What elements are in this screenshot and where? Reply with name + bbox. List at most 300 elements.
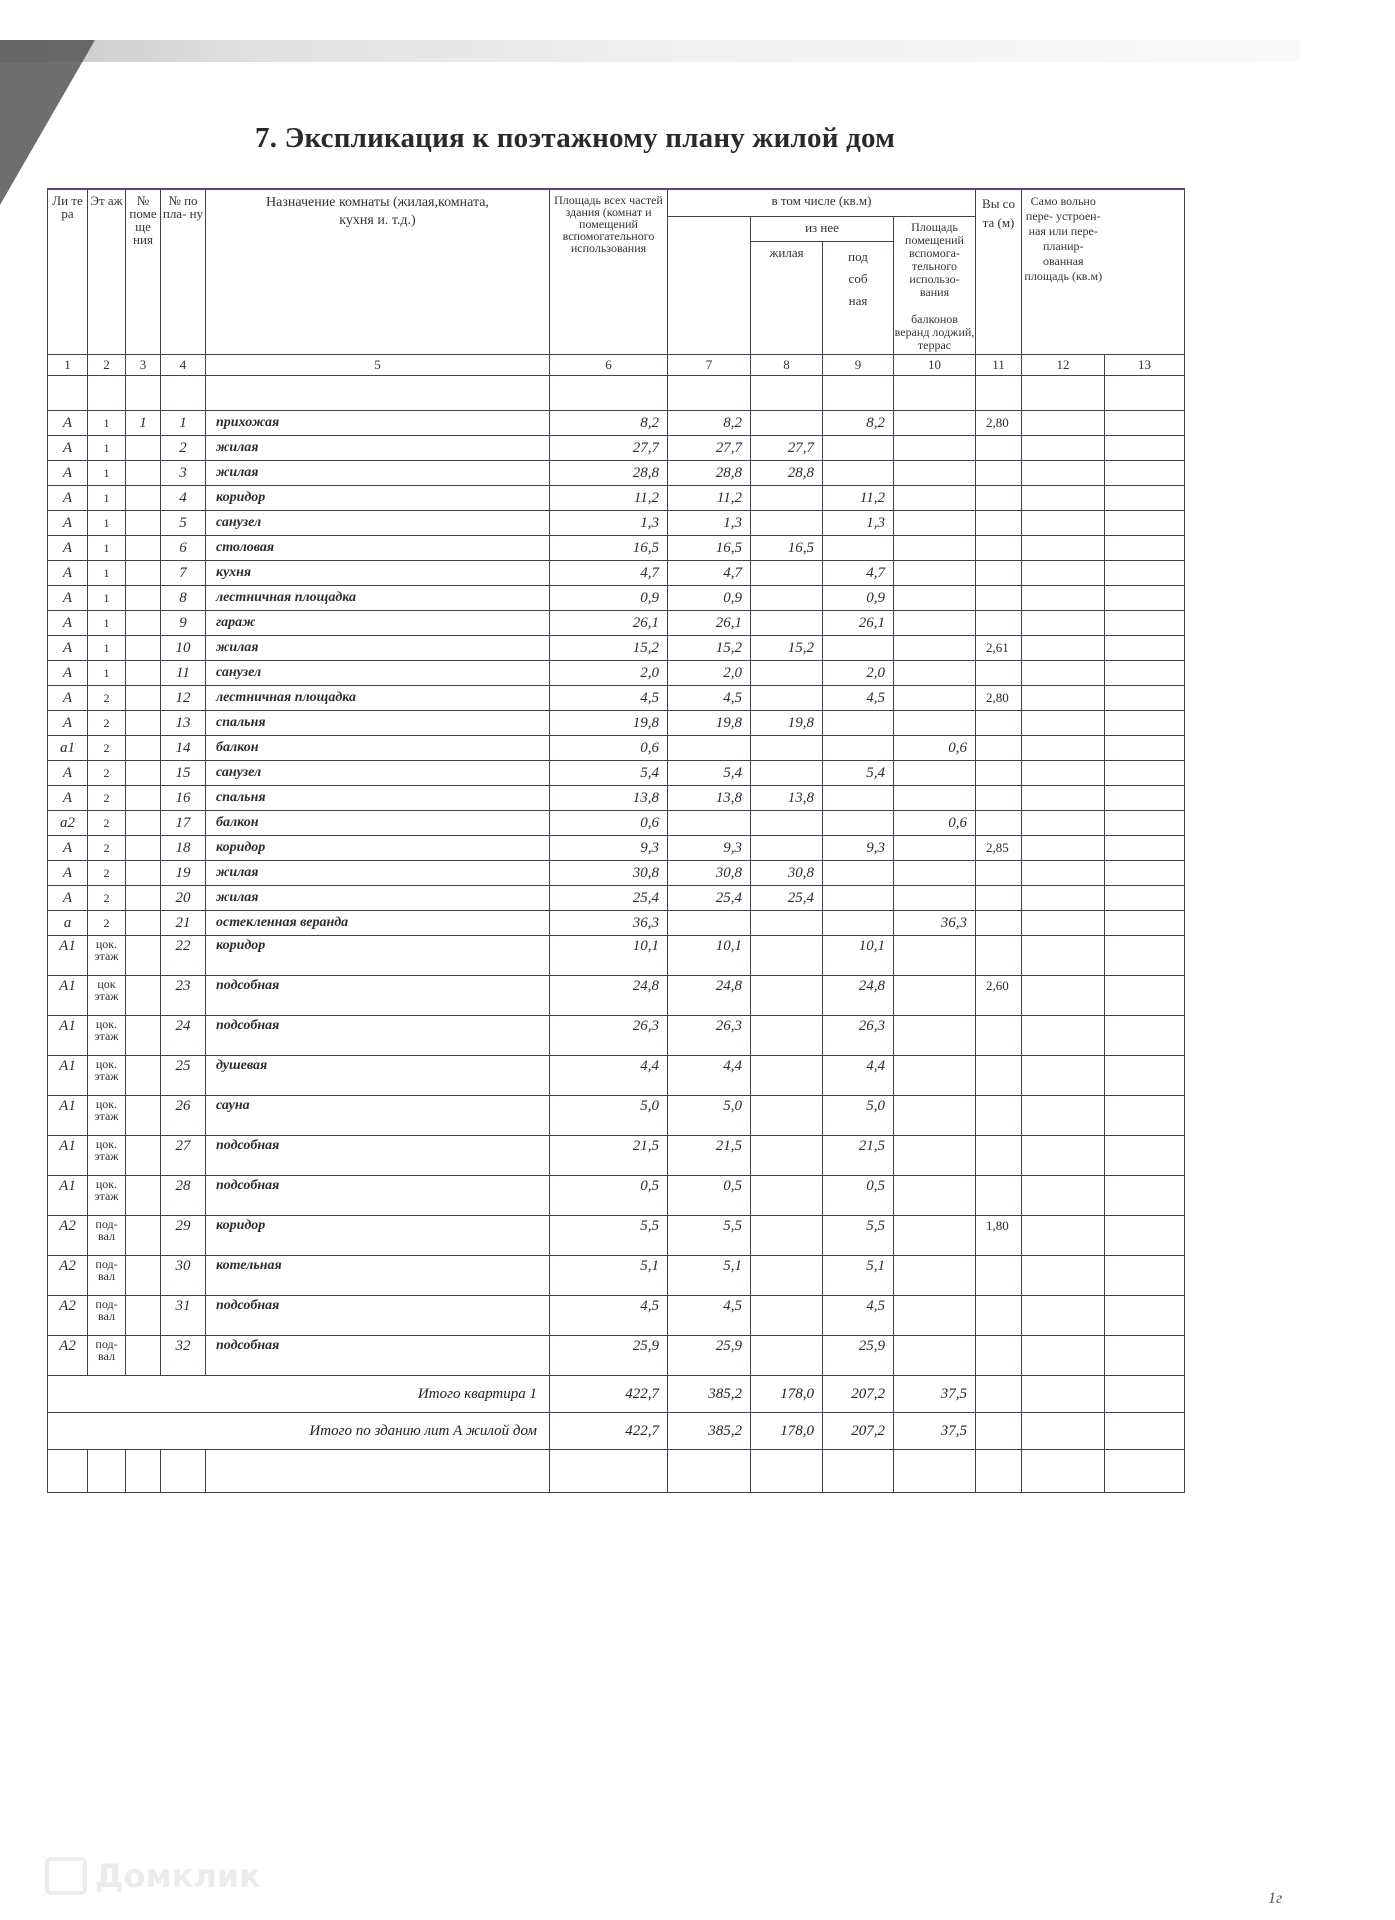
- cell-zhilaya: [751, 1216, 823, 1256]
- header-vysota: Вы со та (м): [976, 189, 1022, 355]
- cell-samovolno: [1022, 436, 1105, 461]
- cell-vspomog: 0,6: [894, 736, 976, 761]
- col-num: 7: [668, 355, 751, 376]
- cell-ploshchad: 4,5: [550, 1296, 668, 1336]
- cell-litera: А1: [48, 1136, 88, 1176]
- cell-ploshchad: 5,4: [550, 761, 668, 786]
- total-row: [48, 1376, 1185, 1413]
- cell-nom-pom: [126, 861, 161, 886]
- table-row: [48, 436, 1185, 461]
- cell-ploshchad: 26,1: [550, 611, 668, 636]
- cell-zhilaya: [751, 661, 823, 686]
- cell-podsobnaya: 4,4: [823, 1056, 894, 1096]
- cell-etazh: 1: [88, 486, 126, 511]
- cell-podsobnaya: 9,3: [823, 836, 894, 861]
- cell-vspomog: [894, 1336, 976, 1376]
- cell-vysota: [976, 861, 1022, 886]
- cell-etazh: 1: [88, 636, 126, 661]
- cell-etazh: 1: [88, 611, 126, 636]
- cell-col-13: [1105, 611, 1185, 636]
- cell-etazh: 1: [88, 511, 126, 536]
- cell-obshchaya: 4,5: [668, 1296, 751, 1336]
- cell-vspomog: [894, 586, 976, 611]
- cell-vysota: [976, 611, 1022, 636]
- total-empty-cell: [976, 1413, 1022, 1450]
- cell-vspomog: [894, 861, 976, 886]
- total-label: Итого по зданию лит А жилой дом: [48, 1413, 550, 1450]
- cell-etazh: под- вал: [88, 1296, 126, 1336]
- cell-nom-pom: [126, 936, 161, 976]
- cell-vspomog: 36,3: [894, 911, 976, 936]
- col-num: 8: [751, 355, 823, 376]
- cell-podsobnaya: 5,0: [823, 1096, 894, 1136]
- cell-zhilaya: [751, 411, 823, 436]
- cell-col-13: [1105, 686, 1185, 711]
- cell-samovolno: [1022, 661, 1105, 686]
- table-row: [48, 1096, 1185, 1136]
- cell-vspomog: [894, 976, 976, 1016]
- cell-naznachenie: санузел: [206, 761, 550, 786]
- total-empty-cell: [1022, 1376, 1105, 1413]
- cell-vysota: [976, 886, 1022, 911]
- table-row: [48, 711, 1185, 736]
- house-icon: [45, 1857, 87, 1895]
- cell-vspomog: [894, 436, 976, 461]
- cell-podsobnaya: [823, 636, 894, 661]
- cell-nom-plan: 1: [161, 411, 206, 436]
- cell-col-13: [1105, 561, 1185, 586]
- cell-col-13: [1105, 1016, 1185, 1056]
- cell-nom-pom: [126, 561, 161, 586]
- cell-naznachenie: душевая: [206, 1056, 550, 1096]
- cell-vysota: 2,61: [976, 636, 1022, 661]
- cell-samovolno: [1022, 1336, 1105, 1376]
- cell-vysota: [976, 511, 1022, 536]
- cell-obshchaya: 8,2: [668, 411, 751, 436]
- table-row: [48, 736, 1185, 761]
- cell-naznachenie: коридор: [206, 486, 550, 511]
- cell-ploshchad: 8,2: [550, 411, 668, 436]
- total-vsp: 37,5: [894, 1376, 976, 1413]
- cell-zhilaya: [751, 736, 823, 761]
- cell-nom-plan: 32: [161, 1336, 206, 1376]
- cell-samovolno: [1022, 976, 1105, 1016]
- cell-vspomog: [894, 686, 976, 711]
- cell-obshchaya: 30,8: [668, 861, 751, 886]
- header-v-tom-chisle: в том числе (кв.м): [668, 189, 976, 217]
- cell-vysota: [976, 1256, 1022, 1296]
- col-num: 12: [1022, 355, 1105, 376]
- cell-ploshchad: 10,1: [550, 936, 668, 976]
- cell-podsobnaya: [823, 461, 894, 486]
- cell-nom-plan: 24: [161, 1016, 206, 1056]
- cell-samovolno: [1022, 611, 1105, 636]
- cell-vysota: [976, 711, 1022, 736]
- cell-obshchaya: [668, 811, 751, 836]
- cell-col-13: [1105, 1056, 1185, 1096]
- cell-naznachenie: подсобная: [206, 1176, 550, 1216]
- cell-naznachenie: подсобная: [206, 976, 550, 1016]
- cell-podsobnaya: 2,0: [823, 661, 894, 686]
- cell-podsobnaya: 21,5: [823, 1136, 894, 1176]
- cell-nom-pom: [126, 1296, 161, 1336]
- cell-etazh: 2: [88, 786, 126, 811]
- cell-litera: А: [48, 661, 88, 686]
- cell-litera: а2: [48, 811, 88, 836]
- cell-nom-plan: 6: [161, 536, 206, 561]
- table-row: [48, 1056, 1185, 1096]
- cell-etazh: 2: [88, 886, 126, 911]
- cell-nom-pom: [126, 1336, 161, 1376]
- cell-col-13: [1105, 1096, 1185, 1136]
- cell-samovolno: [1022, 811, 1105, 836]
- cell-etazh: под- вал: [88, 1256, 126, 1296]
- cell-naznachenie: жилая: [206, 636, 550, 661]
- cell-samovolno: [1022, 686, 1105, 711]
- cell-col-13: [1105, 976, 1185, 1016]
- cell-etazh: цок. этаж: [88, 1136, 126, 1176]
- cell-vspomog: [894, 1176, 976, 1216]
- cell-litera: а: [48, 911, 88, 936]
- cell-naznachenie: остекленная веранда: [206, 911, 550, 936]
- header-vspomog-text: Площадь помещений вспомога- тельного использо- вания: [905, 220, 964, 299]
- table-row: [48, 611, 1185, 636]
- cell-nom-plan: 18: [161, 836, 206, 861]
- cell-podsobnaya: [823, 436, 894, 461]
- cell-vysota: 2,80: [976, 686, 1022, 711]
- cell-samovolno: [1022, 761, 1105, 786]
- cell-naznachenie: котельная: [206, 1256, 550, 1296]
- cell-samovolno: [1022, 636, 1105, 661]
- table-row: [48, 976, 1185, 1016]
- cell-etazh: 2: [88, 911, 126, 936]
- cell-nom-pom: [126, 611, 161, 636]
- cell-col-13: [1105, 1216, 1185, 1256]
- cell-etazh: 1: [88, 661, 126, 686]
- cell-zhilaya: [751, 511, 823, 536]
- cell-vspomog: [894, 611, 976, 636]
- cell-vspomog: [894, 1296, 976, 1336]
- spacer-row: [48, 376, 1185, 411]
- cell-nom-pom: [126, 461, 161, 486]
- table-row: [48, 686, 1185, 711]
- scan-artifact-top: [0, 40, 1300, 62]
- cell-samovolno: [1022, 1296, 1105, 1336]
- cell-etazh: цок. этаж: [88, 1016, 126, 1056]
- cell-samovolno: [1022, 586, 1105, 611]
- scan-corner-shadow: [0, 40, 95, 205]
- cell-obshchaya: [668, 736, 751, 761]
- cell-nom-plan: 8: [161, 586, 206, 611]
- cell-nom-plan: 13: [161, 711, 206, 736]
- cell-nom-pom: [126, 786, 161, 811]
- cell-podsobnaya: [823, 886, 894, 911]
- cell-litera: А2: [48, 1296, 88, 1336]
- cell-col-13: [1105, 1256, 1185, 1296]
- cell-ploshchad: 5,0: [550, 1096, 668, 1136]
- cell-naznachenie: жилая: [206, 861, 550, 886]
- total-label: Итого квартира 1: [48, 1376, 550, 1413]
- cell-zhilaya: [751, 1056, 823, 1096]
- header-etazh: Эт аж: [88, 189, 126, 355]
- cell-podsobnaya: [823, 786, 894, 811]
- cell-obshchaya: 27,7: [668, 436, 751, 461]
- cell-vspomog: [894, 486, 976, 511]
- cell-ploshchad: 24,8: [550, 976, 668, 1016]
- cell-naznachenie: столовая: [206, 536, 550, 561]
- cell-obshchaya: 4,5: [668, 686, 751, 711]
- total-zhil: 178,0: [751, 1413, 823, 1450]
- cell-zhilaya: [751, 836, 823, 861]
- cell-litera: А: [48, 411, 88, 436]
- cell-litera: А: [48, 761, 88, 786]
- cell-nom-plan: 25: [161, 1056, 206, 1096]
- cell-col-13: [1105, 936, 1185, 976]
- cell-litera: А: [48, 886, 88, 911]
- cell-vysota: [976, 1296, 1022, 1336]
- cell-zhilaya: 16,5: [751, 536, 823, 561]
- cell-nom-pom: [126, 836, 161, 861]
- cell-col-13: [1105, 586, 1185, 611]
- cell-vysota: [976, 761, 1022, 786]
- cell-vysota: [976, 1056, 1022, 1096]
- cell-naznachenie: коридор: [206, 1216, 550, 1256]
- cell-nom-pom: [126, 511, 161, 536]
- cell-podsobnaya: [823, 811, 894, 836]
- cell-podsobnaya: 8,2: [823, 411, 894, 436]
- cell-nom-plan: 2: [161, 436, 206, 461]
- cell-nom-pom: [126, 586, 161, 611]
- table-row: [48, 1256, 1185, 1296]
- cell-samovolno: [1022, 1256, 1105, 1296]
- cell-ploshchad: 16,5: [550, 536, 668, 561]
- cell-zhilaya: [751, 486, 823, 511]
- cell-naznachenie: балкон: [206, 811, 550, 836]
- cell-naznachenie: жилая: [206, 886, 550, 911]
- cell-podsobnaya: 26,3: [823, 1016, 894, 1056]
- cell-obshchaya: 26,1: [668, 611, 751, 636]
- cell-litera: А: [48, 836, 88, 861]
- cell-nom-plan: 12: [161, 686, 206, 711]
- cell-nom-plan: 19: [161, 861, 206, 886]
- cell-vspomog: [894, 411, 976, 436]
- col-num: 3: [126, 355, 161, 376]
- cell-zhilaya: [751, 936, 823, 976]
- cell-nom-plan: 5: [161, 511, 206, 536]
- cell-samovolno: [1022, 911, 1105, 936]
- table-row: [48, 561, 1185, 586]
- cell-nom-plan: 20: [161, 886, 206, 911]
- cell-vysota: 2,60: [976, 976, 1022, 1016]
- cell-litera: А1: [48, 976, 88, 1016]
- cell-litera: А: [48, 436, 88, 461]
- cell-litera: а1: [48, 736, 88, 761]
- cell-etazh: под- вал: [88, 1216, 126, 1256]
- cell-etazh: 2: [88, 736, 126, 761]
- cell-samovolno: [1022, 486, 1105, 511]
- cell-ploshchad: 5,1: [550, 1256, 668, 1296]
- cell-nom-pom: [126, 761, 161, 786]
- table-row: [48, 461, 1185, 486]
- cell-samovolno: [1022, 936, 1105, 976]
- cell-vysota: [976, 586, 1022, 611]
- cell-etazh: цок. этаж: [88, 1176, 126, 1216]
- table-row: [48, 936, 1185, 976]
- cell-vysota: [976, 461, 1022, 486]
- cell-litera: А1: [48, 1056, 88, 1096]
- total-total: 422,7: [550, 1413, 668, 1450]
- cell-etazh: под- вал: [88, 1336, 126, 1376]
- cell-podsobnaya: 24,8: [823, 976, 894, 1016]
- cell-obshchaya: 16,5: [668, 536, 751, 561]
- cell-etazh: 2: [88, 711, 126, 736]
- cell-col-13: [1105, 786, 1185, 811]
- cell-zhilaya: [751, 1296, 823, 1336]
- cell-samovolno: [1022, 1016, 1105, 1056]
- cell-etazh: 1: [88, 561, 126, 586]
- cell-naznachenie: жилая: [206, 436, 550, 461]
- cell-etazh: 2: [88, 761, 126, 786]
- table-row: [48, 811, 1185, 836]
- cell-zhilaya: [751, 1336, 823, 1376]
- cell-ploshchad: 26,3: [550, 1016, 668, 1056]
- cell-ploshchad: 0,9: [550, 586, 668, 611]
- header-row-1: [48, 189, 1185, 217]
- cell-zhilaya: 30,8: [751, 861, 823, 886]
- cell-ploshchad: 19,8: [550, 711, 668, 736]
- cell-samovolno: [1022, 1176, 1105, 1216]
- cell-vysota: [976, 786, 1022, 811]
- cell-nom-pom: [126, 1256, 161, 1296]
- cell-nom-pom: 1: [126, 411, 161, 436]
- cell-podsobnaya: [823, 861, 894, 886]
- cell-zhilaya: 15,2: [751, 636, 823, 661]
- cell-obshchaya: 13,8: [668, 786, 751, 811]
- cell-vspomog: [894, 1016, 976, 1056]
- cell-naznachenie: подсобная: [206, 1336, 550, 1376]
- cell-etazh: цок. этаж: [88, 936, 126, 976]
- table-row: [48, 636, 1185, 661]
- cell-podsobnaya: 5,4: [823, 761, 894, 786]
- cell-vysota: 2,80: [976, 411, 1022, 436]
- cell-etazh: цок. этаж: [88, 1056, 126, 1096]
- cell-obshchaya: 5,1: [668, 1256, 751, 1296]
- cell-ploshchad: 4,5: [550, 686, 668, 711]
- cell-nom-pom: [126, 536, 161, 561]
- cell-vspomog: 0,6: [894, 811, 976, 836]
- cell-col-13: [1105, 736, 1185, 761]
- cell-ploshchad: 21,5: [550, 1136, 668, 1176]
- cell-podsobnaya: 4,7: [823, 561, 894, 586]
- cell-vysota: [976, 536, 1022, 561]
- table-body: [48, 355, 1185, 411]
- cell-vspomog: [894, 711, 976, 736]
- cell-nom-pom: [126, 1016, 161, 1056]
- cell-nom-plan: 14: [161, 736, 206, 761]
- header-iz-nee: из нее: [751, 217, 894, 242]
- cell-etazh: 2: [88, 836, 126, 861]
- cell-naznachenie: спальня: [206, 786, 550, 811]
- cell-podsobnaya: 26,1: [823, 611, 894, 636]
- page-title: 7. Экспликация к поэтажному плану жилой дом: [255, 122, 896, 154]
- cell-podsobnaya: 11,2: [823, 486, 894, 511]
- cell-samovolno: [1022, 861, 1105, 886]
- cell-podsobnaya: 0,9: [823, 586, 894, 611]
- table-row: [48, 511, 1185, 536]
- cell-zhilaya: [751, 911, 823, 936]
- cell-etazh: цок этаж: [88, 976, 126, 1016]
- cell-vspomog: [894, 1136, 976, 1176]
- cell-obshchaya: 9,3: [668, 836, 751, 861]
- cell-nom-plan: 3: [161, 461, 206, 486]
- cell-vysota: [976, 1136, 1022, 1176]
- cell-vysota: [976, 561, 1022, 586]
- cell-zhilaya: [751, 1096, 823, 1136]
- cell-zhilaya: [751, 686, 823, 711]
- cell-nom-pom: [126, 1056, 161, 1096]
- cell-samovolno: [1022, 886, 1105, 911]
- cell-naznachenie: санузел: [206, 661, 550, 686]
- header-nom-po-planu: № по пла- ну: [161, 189, 206, 355]
- page-mark: 1г: [1268, 1890, 1283, 1907]
- cell-vysota: 1,80: [976, 1216, 1022, 1256]
- cell-vspomog: [894, 936, 976, 976]
- cell-litera: А: [48, 611, 88, 636]
- cell-vspomog: [894, 1056, 976, 1096]
- cell-vspomog: [894, 461, 976, 486]
- cell-nom-plan: 22: [161, 936, 206, 976]
- cell-etazh: 2: [88, 811, 126, 836]
- cell-ploshchad: 25,9: [550, 1336, 668, 1376]
- cell-obshchaya: 0,9: [668, 586, 751, 611]
- cell-naznachenie: санузел: [206, 511, 550, 536]
- cell-samovolno: [1022, 786, 1105, 811]
- cell-col-13: [1105, 1296, 1185, 1336]
- cell-podsobnaya: 4,5: [823, 686, 894, 711]
- cell-col-13: [1105, 461, 1185, 486]
- cell-obshchaya: 4,7: [668, 561, 751, 586]
- cell-ploshchad: 27,7: [550, 436, 668, 461]
- cell-samovolno: [1022, 411, 1105, 436]
- cell-naznachenie: подсобная: [206, 1296, 550, 1336]
- cell-etazh: 1: [88, 436, 126, 461]
- cell-litera: А: [48, 786, 88, 811]
- cell-ploshchad: 2,0: [550, 661, 668, 686]
- cell-litera: А1: [48, 1096, 88, 1136]
- cell-nom-plan: 26: [161, 1096, 206, 1136]
- cell-col-13: [1105, 411, 1185, 436]
- col-num: 11: [976, 355, 1022, 376]
- cell-samovolno: [1022, 711, 1105, 736]
- cell-etazh: 1: [88, 411, 126, 436]
- cell-ploshchad: 1,3: [550, 511, 668, 536]
- cell-vspomog: [894, 561, 976, 586]
- cell-vysota: [976, 1336, 1022, 1376]
- total-obsh: 385,2: [668, 1413, 751, 1450]
- table-row: [48, 1296, 1185, 1336]
- cell-litera: А2: [48, 1216, 88, 1256]
- cell-col-13: [1105, 836, 1185, 861]
- cell-vspomog: [894, 786, 976, 811]
- cell-ploshchad: 25,4: [550, 886, 668, 911]
- cell-obshchaya: 15,2: [668, 636, 751, 661]
- cell-ploshchad: 0,6: [550, 811, 668, 836]
- cell-nom-plan: 17: [161, 811, 206, 836]
- cell-podsobnaya: 1,3: [823, 511, 894, 536]
- cell-litera: А: [48, 636, 88, 661]
- cell-litera: А: [48, 536, 88, 561]
- cell-ploshchad: 4,7: [550, 561, 668, 586]
